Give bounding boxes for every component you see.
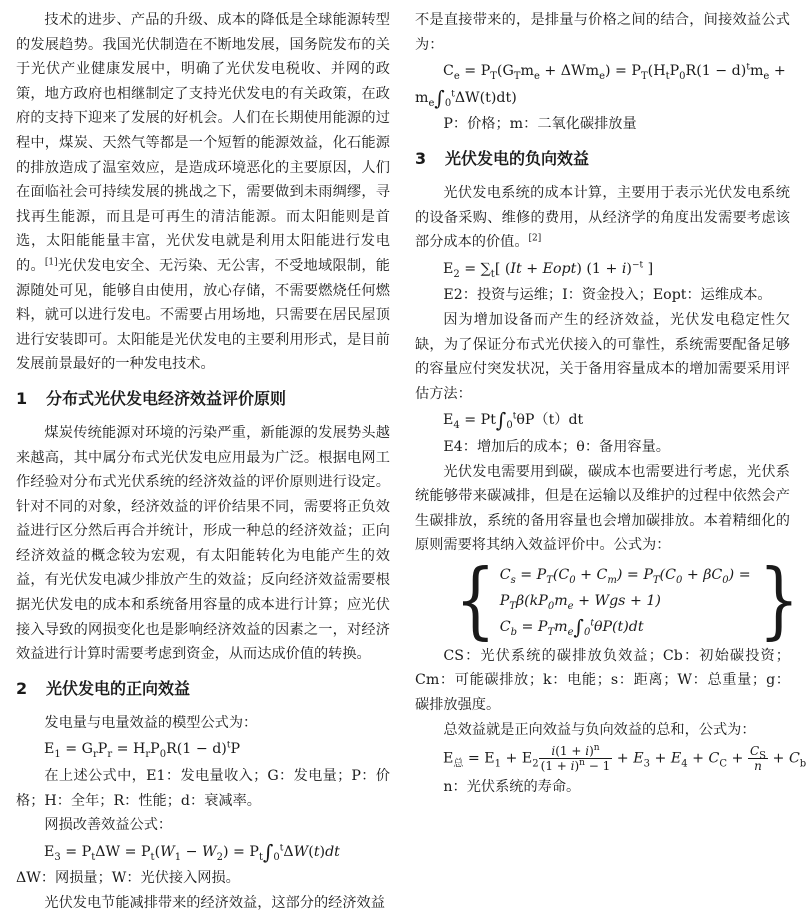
section-2-paragraph-5: 光伏发电节能减排带来的经济效益，这部分的经济效益 <box>44 895 385 911</box>
section-3-paragraph-1: 光伏发电系统的成本计算，主要用于表示光伏发电系统的设备采购、维修的费用，从经济学的角度出发需要考虑该部分成本的价值。[2] <box>415 184 790 251</box>
left-column <box>16 8 390 916</box>
equation-e2: $E_2 = \sum_t$[ (It + Eopt) $(1 + i)^{-t}$ ] <box>443 260 654 280</box>
section-3-paragraph-3: 光伏发电需要用到碳，碳成本也需要进行考虑，光伏系统能够带来碳减排，但是在运输以及维护的过程中依然会产生碳排放，系统的备用容量也会增加碳排放。本着精细化的原则需要将其纳入效益评价中。公式为： <box>415 463 790 554</box>
section-2-paragraph-1: 发电量与电量效益的模型公式为： <box>44 714 258 731</box>
equation-ce: $C_e = P_T(G_Tm_e + \Delta Wm_e) = P_T(H_tP_0R(1 - d)^tm_e$ + <box>443 62 786 83</box>
citation-2: [2] <box>528 233 542 244</box>
right-column <box>415 8 806 800</box>
section-3-paragraph-4: 总效益就是正向效益与负向效益的总和，公式为： <box>443 721 756 738</box>
section-3-paragraph-2: 因为增加设备而产生的经济效益，光伏发电稳定性欠缺，为了保证分布式光伏接入的可靠性，系统需要配备足够的容量应付突发状况，关于备用容量成本的增加需要采用评估方法： <box>415 311 790 402</box>
section-1-paragraph: 煤炭传统能源对环境的污染严重，新能源的发展势头越来越高，其中属分布式光伏发电应用最为广泛。根据电网工作经验对分布式光伏系统的经济效益的评价原则进行设定。针对不同的对象，经济效益的评价结果不同，需要将正负效益进行区分然后再合并统计，形成一种总的经济效益；正向经济效益的概念较为宏观，有太阳能转化为电能产生的效益，有光伏发电减少排放产生的效益；反向经济效益需要根据光伏发电的成本和系统备用容量的成本进行计算；应光伏接入导致的网损变化也是影响经济效益的因素之一，对经济效益进行计算时需要考虑到资金，从而达成价值的转换。 <box>16 424 390 663</box>
citation-1: [1] <box>44 257 58 268</box>
equation-e1: $E_1 = G_rP_r = H_rP_0R(1 - d)^tP$ <box>44 740 241 761</box>
cs-legend: CS：光伏系统的碳排放负效益；Cb：初始碳投资；Cm：可能碳排放；k：电能；s：距离；W：总重量；g：碳排放强度。 <box>415 647 790 714</box>
e4-legend: E4：增加后的成本；θ：备用容量。 <box>443 438 670 455</box>
intro-paragraph: 技术的进步、产品的升级、成本的降低是全球能源转型的发展趋势。我国光伏制造在不断地发展，国务院发布的关于光伏产业健康发展中，明确了光伏发电税收、并网的政策，地方政府也相继制定了支持光伏发电的有关政策，在政府的支持下迎来了发展的好机会。人们在长期使用能源的过程中，煤炭、天然气等都是一个短暂的能源效益，化石能源的排放造成了温室效应，是造成环境恶化的主要原因，人们在面临社会可持续发展的挑战之下，需要做到未雨绸缪，寻找再生能源，而且是可再生的清洁能源。而太阳能则是首选，太阳能能量丰富，光伏发电就是利用太阳能进行发电的。[1]光伏发电安全、无污染、无公害，不受地域限制，能源随处可见，能够自由使用，放心存储，不需要燃烧任何燃料，就可以进行发电。不需要占用场地，只需要在居民屋顶进行安装即可。太阳能是光伏发电的主要利用形式，是目前发展前景最好的一种发电技术。 <box>16 12 390 373</box>
equation-cs-system: { $C_s = P_T(C_0 + C_m) = P_T(C_0 + \beta C_0)$ = $P_T\beta(kP_0m_e$ + Wgs + 1) $C_b = P_Tm_e\int_0^t\theta P(t)dt$ } <box>455 552 800 649</box>
section-2-heading: 2 光伏发电的正向效益 <box>16 678 191 698</box>
equation-e4: $E_4 = Pt\int_0^t\theta P(t)dt$ <box>443 408 584 433</box>
section-3-heading: 3 光伏发电的负向效益 <box>415 148 590 168</box>
section-1-heading: 1 分布式光伏发电经济效益评价原则 <box>16 388 287 408</box>
e2-legend: E2：投资与运维；I：资金投入；Eopt：运维成本。 <box>443 287 772 304</box>
continued-paragraph: 不是直接带来的，是排量与价格之间的结合，间接效益公式为： <box>415 12 790 53</box>
section-2-paragraph-4: ΔW：网损量；W：光伏接入网损。 <box>16 870 240 887</box>
section-2-paragraph-3: 网损改善效益公式： <box>44 817 173 834</box>
equation-total: $E_总 = E_1 + E_2$ $\frac{i(1 + i)^n}{(1 + i)^n - 1}$ + $E_3 + E_4 + C_C$ + $\frac{C_S}{n}$ + $C_b$ <box>443 743 806 774</box>
section-2-paragraph-2: 在上述公式中，E1：发电量收入；G：发电量；P：价格；H：全年；R：性能；d：衰减率。 <box>16 768 390 809</box>
equation-e3: $E_3 = P_t\Delta W = P_t(W_1 - W_2) = P_t\int_0^t\Delta W(t)dt$ <box>44 839 340 864</box>
ce-legend: P：价格；m：二氧化碳排放量 <box>443 116 637 133</box>
equation-ce-cont: $m_e\int_0^t\Delta W(t)dt$) <box>415 85 517 110</box>
total-legend: n：光伏系统的寿命。 <box>443 779 581 796</box>
